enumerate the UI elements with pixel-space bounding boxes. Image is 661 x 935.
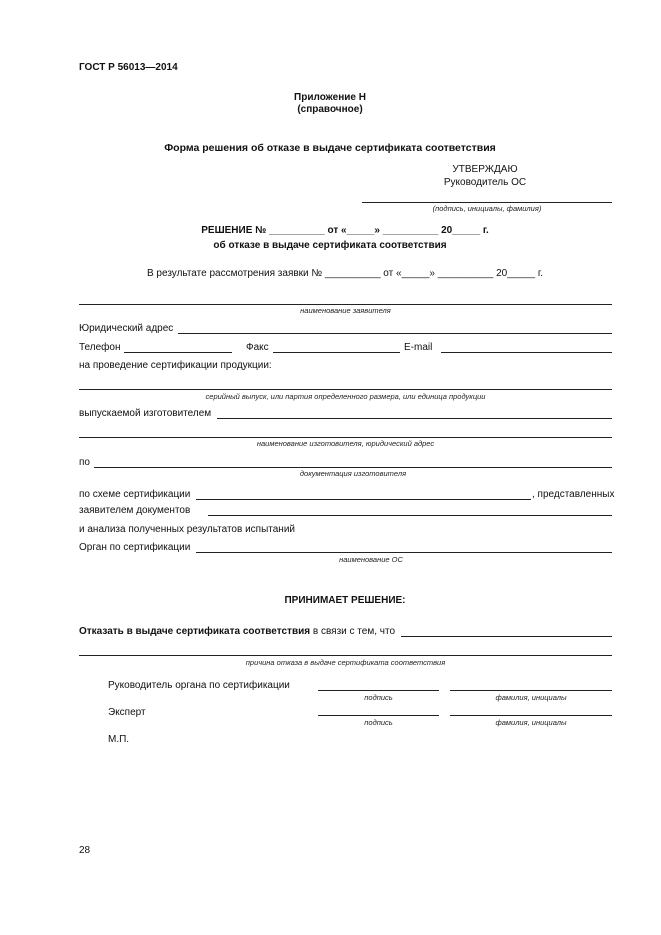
head-name-caption: фамилия, инициалы: [495, 693, 567, 702]
applicant-docs-label: заявителем документов: [79, 505, 191, 516]
documentation-line: [94, 467, 612, 468]
phone-label: Телефон: [79, 342, 121, 353]
head-name-line: [450, 690, 612, 691]
approval-signature-line: [362, 202, 612, 203]
body-label: Орган по сертификации: [79, 542, 191, 553]
resolution-heading: ПРИНИМАЕТ РЕШЕНИЕ:: [284, 595, 406, 606]
approval-role: Руководитель ОС: [443, 177, 527, 188]
standard-code: ГОСТ Р 56013—2014: [79, 62, 178, 73]
appendix-note: (справочное): [297, 104, 363, 115]
expert-signature-line: [318, 715, 439, 716]
expert-signature-caption: подпись: [364, 718, 393, 727]
expert-name-caption: фамилия, инициалы: [495, 718, 567, 727]
scheme-line: [196, 499, 531, 500]
refusal-bold: Отказать в выдаче сертификата соответствия: [79, 626, 311, 637]
applicant-line: [79, 304, 612, 305]
approval-caption: (подпись, инициалы, фамилия): [432, 204, 542, 213]
manufacturer-line: [79, 437, 612, 438]
decision-line-1: РЕШЕНИЕ № __________ от «_____» __________ 20_____ г.: [201, 225, 489, 236]
appendix-title: Приложение Н: [294, 92, 366, 103]
stamp-label: М.П.: [108, 734, 130, 745]
form-title: Форма решения об отказе в выдаче сертификата соответствия: [164, 142, 496, 154]
fax-line: [273, 352, 400, 353]
product-line: [79, 389, 612, 390]
expert-name-line: [450, 715, 612, 716]
head-signature-label: Руководитель органа по сертификации: [108, 680, 290, 691]
email-line: [441, 352, 612, 353]
approval-approve: УТВЕРЖДАЮ: [452, 164, 518, 175]
legal-address-label: Юридический адрес: [79, 323, 174, 334]
body-line: [196, 552, 612, 553]
refusal-sentence: [79, 626, 395, 638]
analysis-label: и анализа полученных результатов испытаний: [79, 524, 295, 535]
legal-address-line: [178, 333, 612, 334]
head-signature-caption: подпись: [364, 693, 393, 702]
expert-signature-label: Эксперт: [108, 707, 146, 718]
review-line: В результате рассмотрения заявки № __________ от «_____» __________ 20_____ г.: [146, 268, 544, 279]
refusal-rest: в связи с тем, что: [312, 626, 396, 637]
manufacturer-caption: наименование изготовителя, юридический адрес: [256, 439, 435, 448]
fax-label: Факс: [246, 342, 269, 353]
phone-line: [124, 352, 232, 353]
by-label: по: [79, 457, 90, 468]
scheme-label: по схеме сертификации: [79, 489, 191, 500]
body-caption: наименование ОС: [339, 555, 403, 564]
applicant-caption: наименование заявителя: [300, 306, 391, 315]
reason-caption: причина отказа в выдаче сертификата соответствия: [245, 658, 446, 667]
applicant-docs-line: [208, 515, 612, 516]
certification-of-label: на проведение сертификации продукции:: [79, 360, 272, 371]
produced-by-label: выпускаемой изготовителем: [79, 408, 212, 419]
documentation-caption: документация изготовителя: [299, 469, 407, 478]
decision-line-2: об отказе в выдаче сертификата соответствия: [213, 240, 447, 251]
email-label: E-mail: [404, 342, 433, 353]
reason-line: [79, 655, 612, 656]
product-caption: серийный выпуск, или партия определенного размера, или единица продукции: [205, 392, 486, 401]
head-signature-line: [318, 690, 439, 691]
provided-label: , представленных: [532, 489, 615, 500]
page-number: 28: [79, 845, 91, 856]
produced-by-line: [217, 418, 612, 419]
refusal-line: [401, 636, 612, 637]
